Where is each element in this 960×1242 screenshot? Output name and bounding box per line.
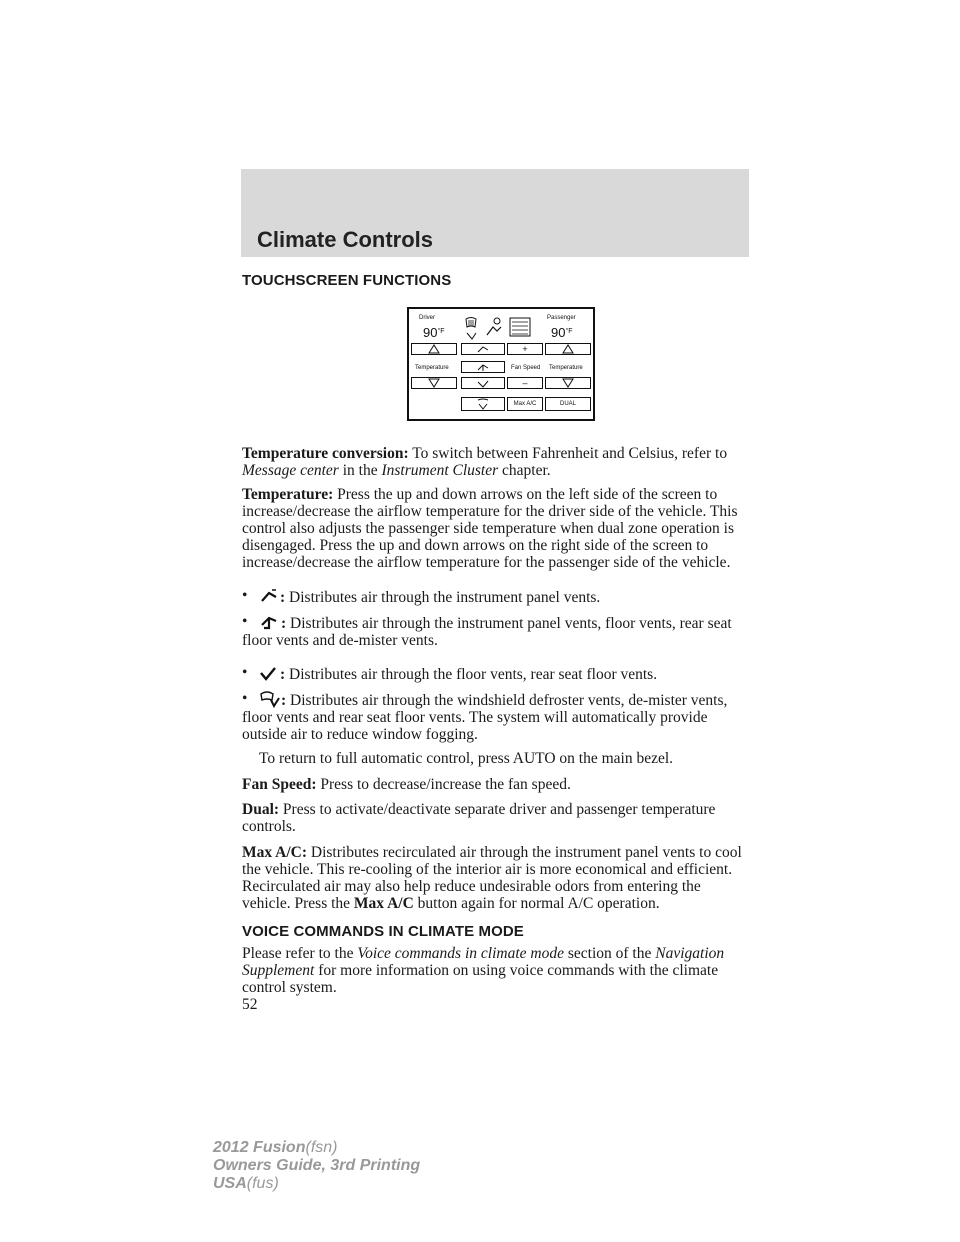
dual-button[interactable] xyxy=(545,397,591,411)
panel-vent-icon xyxy=(476,344,490,354)
passenger-temp-up-button[interactable] xyxy=(545,343,591,355)
driver-temp-up-button[interactable] xyxy=(411,343,457,355)
footer-line-2: Owners Guide, 3rd Printing xyxy=(213,1157,421,1174)
voice-commands-paragraph: Please refer to the Voice commands in climate mode section of the Navigation Supplement for more information on using voice commands with the climate control system. xyxy=(242,945,725,996)
passenger-label: Passenger xyxy=(547,315,576,321)
passenger-temp-readout: $90^{^\circ F}$ xyxy=(551,325,573,340)
defrost-floor-vent-icon xyxy=(476,398,490,410)
bullet-panel-floor-vent: • : Distributes air through the instrument panel vents, floor vents, rear seat floor vents and de-mister vents. xyxy=(242,613,732,649)
mode-defrost-floor-button[interactable] xyxy=(461,397,505,411)
rear-defrost-icon xyxy=(509,317,531,337)
driver-label: Driver xyxy=(419,315,435,321)
fan-speed-label: Fan Speed xyxy=(511,365,541,371)
mode-panel-vent-button[interactable] xyxy=(461,343,505,355)
driver-temp-readout: $90^{^\circ F}$ xyxy=(423,325,445,340)
defrost-floor-vent-icon xyxy=(259,690,281,708)
chapter-header xyxy=(241,169,749,257)
max-ac-paragraph: Max A/C: Distributes recirculated air through the instrument panel vents to cool the vehicle. This re-cooling of the interior air is more economical and efficient. Recirculated air may also help reduce undesirable odors from entering the vehicle. Press the Max A/C button again for normal A/C operation. xyxy=(242,844,742,912)
max-ac-button[interactable] xyxy=(507,397,543,411)
panel-floor-vent-icon xyxy=(476,362,490,372)
touchscreen-illustration xyxy=(407,307,595,421)
passenger-temp-down-button[interactable] xyxy=(545,377,591,389)
footer-line-3: USA(fus) xyxy=(213,1175,279,1192)
right-temperature-label: Temperature xyxy=(549,365,583,371)
seat-person-icon xyxy=(481,317,503,339)
bullet-floor-vent: • : Distributes air through the floor vents, rear seat floor vents. xyxy=(242,664,658,683)
bullet-panel-vent: • : Distributes air through the instrument panel vents. xyxy=(242,587,601,606)
temp-conversion-paragraph: Temperature conversion: To switch between Fahrenheit and Celsius, refer to Message center in the Instrument Cluster chapter. xyxy=(242,445,728,479)
fan-speed-up-button[interactable]: + xyxy=(507,343,543,355)
temperature-paragraph: Temperature: Press the up and down arrows on the left side of the screen to increase/decrease the airflow temperature for the driver side of the vehicle. This control also adjusts the passenger side temperature when dual zone operation is disengaged. Press the up and down arrows on the right side of the screen to increase/decrease the airflow temperature for the passenger side of the vehicle. xyxy=(242,486,738,571)
mode-floor-button[interactable] xyxy=(461,377,505,389)
panel-floor-vent-icon xyxy=(259,613,281,631)
footer-line-1: 2012 Fusion(fsn) xyxy=(213,1139,338,1156)
section-title-touchscreen: TOUCHSCREEN FUNCTIONS xyxy=(242,272,452,289)
dual-paragraph: Dual: Press to activate/deactivate separate driver and passenger temperature controls. xyxy=(242,801,716,835)
fan-speed-down-button[interactable]: – xyxy=(507,377,543,389)
dual-label: DUAL xyxy=(559,401,576,407)
page-number: 52 xyxy=(242,996,258,1013)
fan-speed-paragraph: Fan Speed: Press to decrease/increase the fan speed. xyxy=(242,776,571,793)
left-temperature-label: Temperature xyxy=(415,365,449,371)
max-ac-label: Max A/C xyxy=(513,401,537,407)
driver-temp-down-button[interactable] xyxy=(411,377,457,389)
floor-vent-icon xyxy=(476,378,490,388)
section-title-voice: VOICE COMMANDS IN CLIMATE MODE xyxy=(242,923,524,940)
auto-return-paragraph: To return to full automatic control, press AUTO on the main bezel. xyxy=(259,750,674,767)
bullet-defrost-floor-vent: • : Distributes air through the windshield defroster vents, de-mister vents, floor vents and rear seat floor vents. The system will automatically provide outside air to reduce window fogging. xyxy=(242,690,728,743)
floor-vent-icon xyxy=(258,664,280,682)
panel-vent-icon xyxy=(258,587,280,605)
chapter-title: Climate Controls xyxy=(257,227,434,252)
mode-panel-floor-button[interactable] xyxy=(461,361,505,373)
